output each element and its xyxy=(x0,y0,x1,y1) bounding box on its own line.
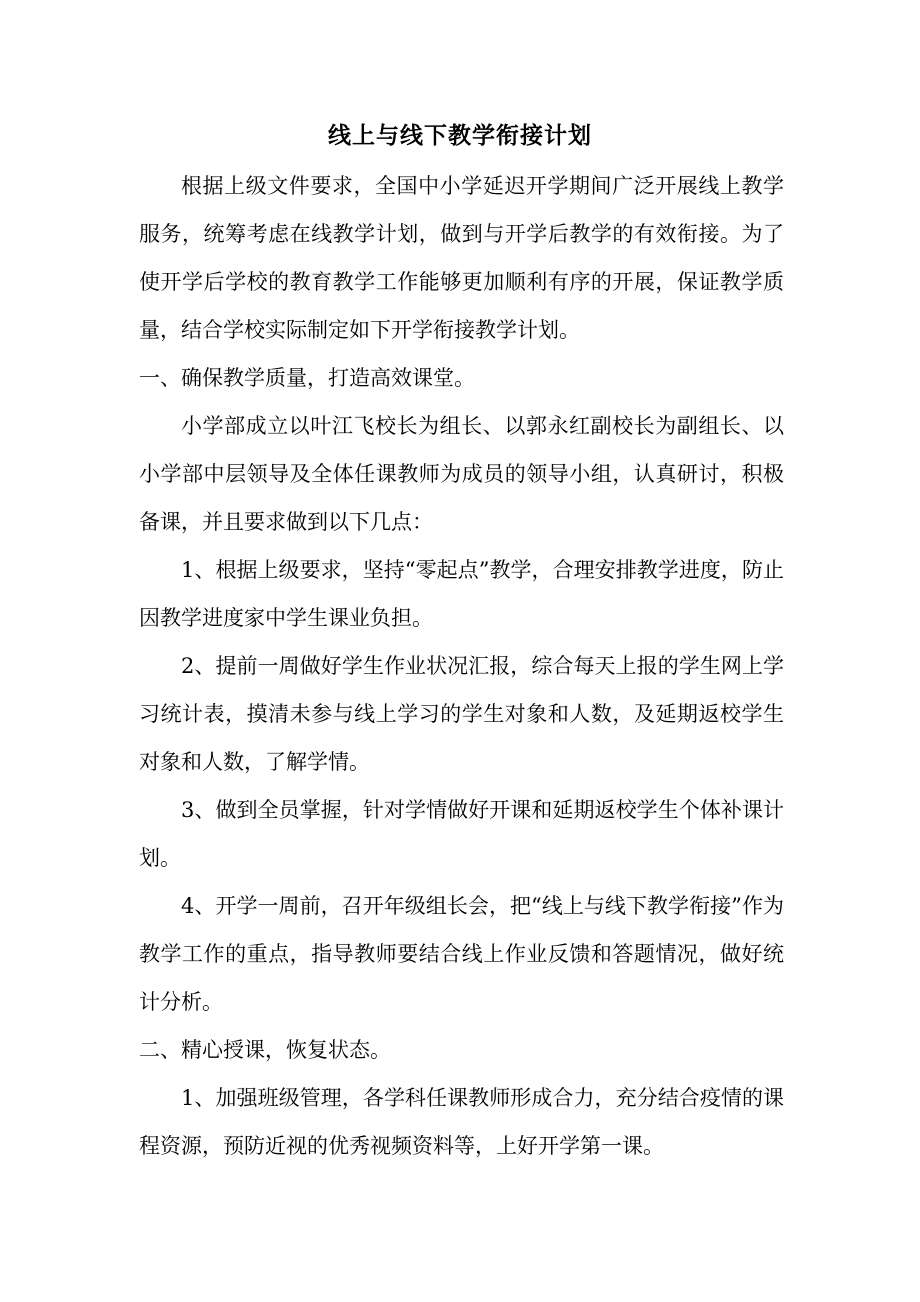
document-body xyxy=(139,162,784,1170)
document-title: 线上与线下教学衔接计划 xyxy=(328,122,592,149)
leadership-paragraph: 小学部成立以叶江飞校长为组长、以郭永红副校长为副组长、以小学部中层领导及全体任课教师为成员的领导小组，认真研讨，积极备课，并且要求做到以下几点： xyxy=(139,414,784,534)
intro-paragraph: 根据上级文件要求，全国中小学延迟开学期间广泛开展线上教学服务，统筹考虑在线教学计划，做到与开学后教学的有效衔接。为了使开学后学校的教育教学工作能够更加顺利有序的开展，保证教学质量，结合学校实际制定如下开学衔接教学计划。 xyxy=(139,174,784,342)
point-3-paragraph: 3、做到全员掌握，针对学情做好开课和延期返校学生个体补课计划。 xyxy=(139,798,784,870)
point-2-paragraph: 2、提前一周做好学生作业状况汇报，综合每天上报的学生网上学习统计表，摸清未参与线上学习的学生对象和人数，及延期返校学生对象和人数，了解学情。 xyxy=(139,654,784,774)
section-heading-2: 二、精心授课，恢复状态。 xyxy=(139,1038,391,1062)
section-heading-1: 一、确保教学质量，打造高效课堂。 xyxy=(139,366,475,390)
point-4-paragraph: 4、开学一周前，召开年级组长会，把“线上与线下教学衔接”作为教学工作的重点，指导教师要结合线上作业反馈和答题情况，做好统计分析。 xyxy=(139,894,784,1014)
point-1-paragraph: 1、根据上级要求，坚持“零起点”教学，合理安排教学进度，防止因教学进度家中学生课业负担。 xyxy=(139,558,784,630)
section-2-point-1-paragraph: 1、加强班级管理，各学科任课教师形成合力，充分结合疫情的课程资源，预防近视的优秀视频资料等，上好开学第一课。 xyxy=(139,1086,784,1158)
